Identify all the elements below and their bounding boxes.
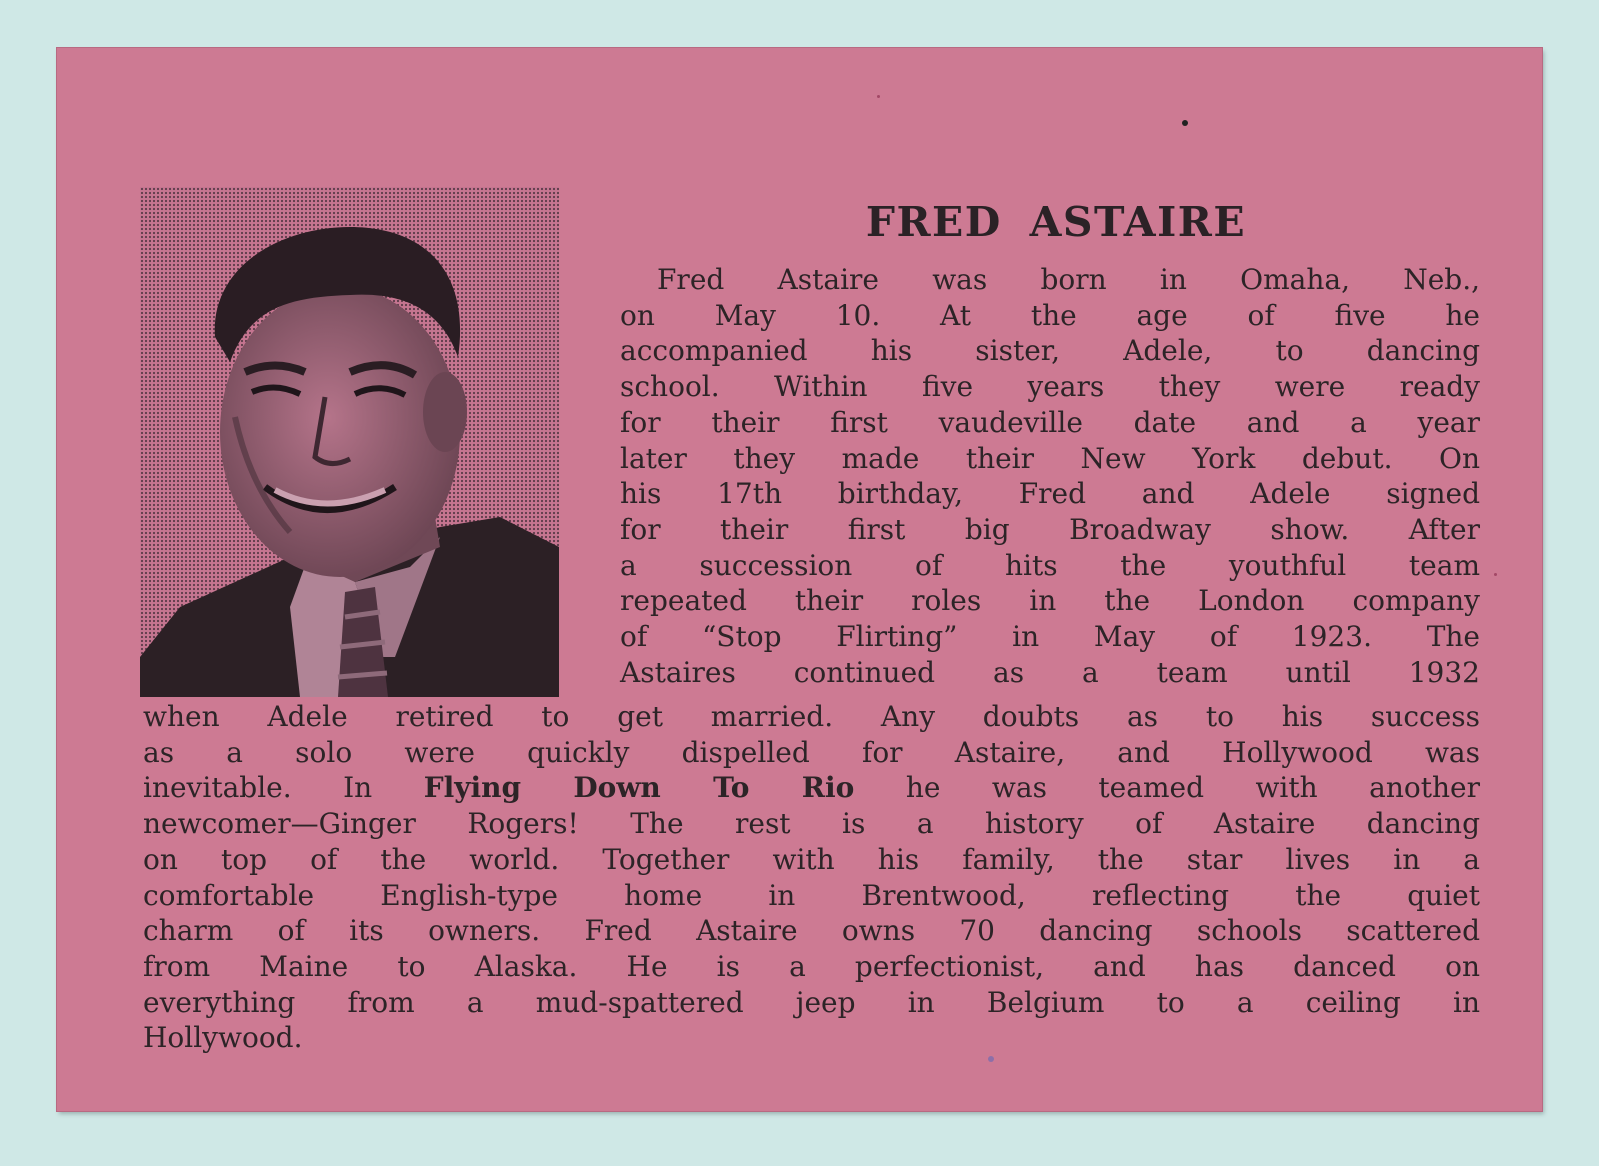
biography-text-top (620, 262, 1480, 690)
biography-card (57, 48, 1542, 1111)
print-speck (1494, 573, 1497, 576)
biography-line: Fred Astaire was born in Omaha, Neb., (657, 263, 1480, 296)
biography-line: his 17th birthday, Fred and Adele signed (620, 477, 1480, 511)
biography-line: on May 10. At the age of five he (620, 298, 1480, 332)
biography-line: for their first big Broadway show. After (620, 512, 1480, 546)
print-speck (1182, 120, 1188, 126)
card-title: FRED ASTAIRE (865, 198, 1247, 246)
biography-line: charm of its owners. Fred Astaire owns 70 dancing schools scattered (143, 914, 1480, 948)
portrait-illustration (140, 187, 559, 697)
biography-text-bottom (143, 699, 1480, 1056)
biography-line: on top of the world. Together with his family, the star lives in a (143, 842, 1480, 876)
biography-line: as a solo were quickly dispelled for Astaire, and Hollywood was (143, 735, 1480, 769)
biography-line: later they made their New York debut. On (620, 441, 1480, 475)
biography-line: a succession of hits the youthful team (620, 548, 1480, 582)
biography-line-with-film-title (143, 770, 1480, 806)
biography-line: repeated their roles in the London company (620, 584, 1480, 618)
biography-line: for their first vaudeville date and a year (620, 405, 1480, 439)
biography-line: Hollywood. (143, 1021, 303, 1055)
biography-line: everything from a mud-spattered jeep in Belgium to a ceiling in (143, 985, 1480, 1019)
print-speck (877, 95, 880, 98)
biography-line: newcomer—Ginger Rogers! The rest is a history of Astaire dancing (143, 807, 1480, 841)
biography-line: from Maine to Alaska. He is a perfectionist, and has danced on (143, 949, 1480, 983)
biography-line: school. Within five years they were ready (620, 370, 1480, 404)
biography-line: of “Stop Flirting” in May of 1923. The (620, 620, 1480, 654)
biography-text: he was teamed with another (854, 771, 1480, 805)
biography-line: comfortable English-type home in Brentwood, reflecting the quiet (143, 878, 1480, 912)
biography-line: when Adele retired to get married. Any doubts as to his success (143, 700, 1480, 733)
portrait-photo (140, 187, 559, 697)
biography-line: accompanied his sister, Adele, to dancing (620, 334, 1480, 368)
biography-line: Astaires continued as a team until 1932 (620, 655, 1480, 689)
print-speck (988, 1056, 994, 1062)
biography-text: inevitable. In (143, 771, 424, 805)
film-title: Flying Down To Rio (423, 771, 855, 805)
